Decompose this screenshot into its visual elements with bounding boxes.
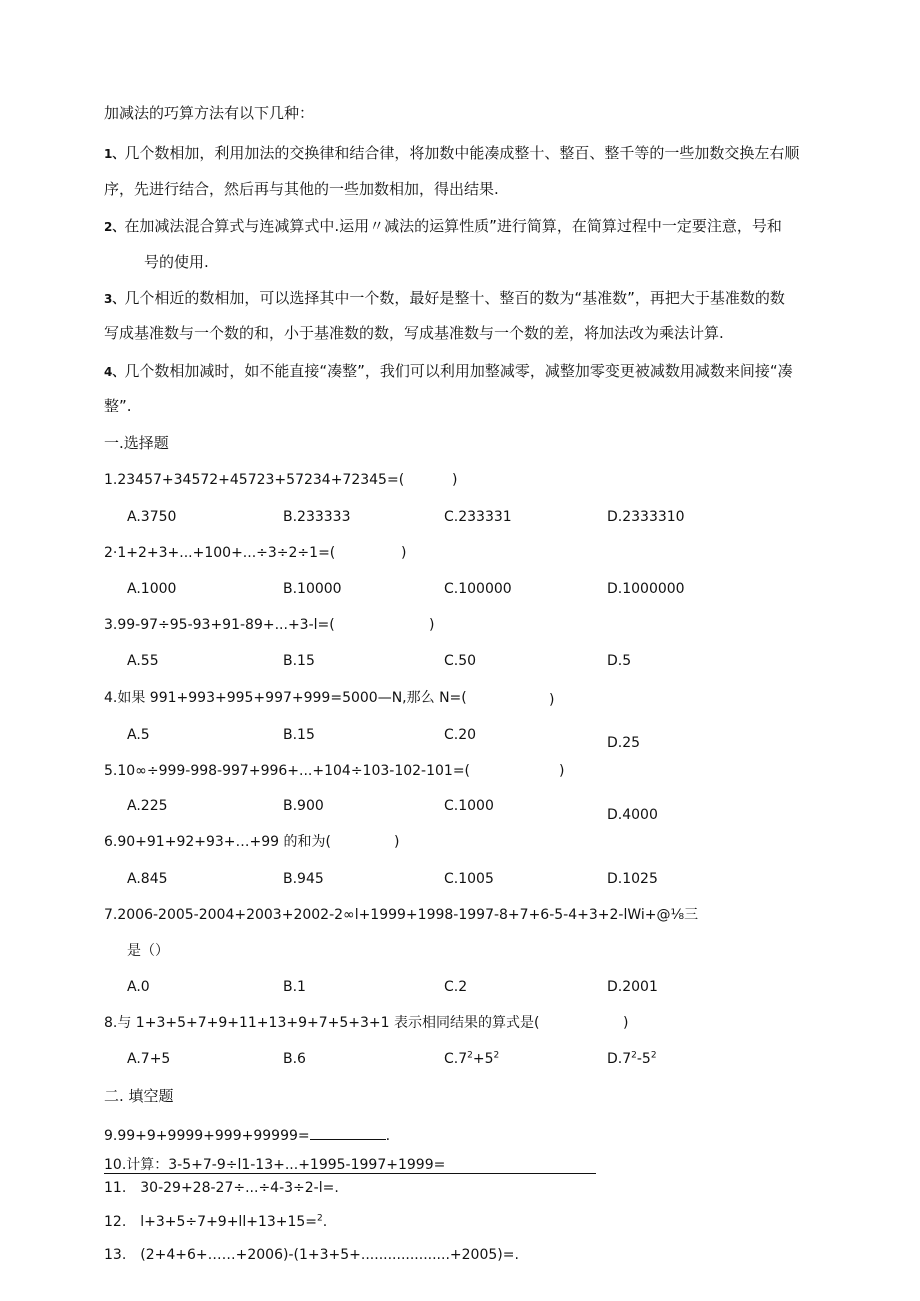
question-8-stem: 8.与 1+3+5+7+9+11+13+9+7+5+3+1 表示相同结果的算式是( <box>104 1015 540 1031</box>
method-4-number: 4、 <box>104 365 125 379</box>
question-6-stem: 6.90+91+92+93+…+99 的和为( <box>104 834 331 850</box>
method-2-line-1 <box>104 216 782 237</box>
fill-9-text: 9.99+9+9999+999+99999= <box>104 1128 310 1144</box>
method-3-number: 3、 <box>104 292 125 306</box>
q6-option-b: B.945 <box>283 871 324 887</box>
section-1-title: 一.选择题 <box>104 434 169 452</box>
question-7-stem: 7.2006-2005-2004+2003+2002-2∞l+1999+1998-1997-8+7+6-5-4+3+2-lWi+@⅛三 <box>104 907 699 923</box>
method-3-line-1 <box>104 288 785 309</box>
method-1-number: 1、 <box>104 147 125 161</box>
q2-option-b: B.10000 <box>283 581 342 597</box>
fill-12-exp: 2 <box>317 1213 323 1224</box>
q5-option-c: C.1000 <box>444 798 494 814</box>
q8-option-c-tail: +5 <box>472 1051 494 1067</box>
q1-option-d: D.2333310 <box>607 509 685 525</box>
method-1-line-1 <box>104 143 799 164</box>
q8-option-c-exp-2: 2 <box>493 1050 500 1061</box>
fill-12-tail: . <box>322 1214 328 1230</box>
fill-9-blank <box>310 1125 386 1140</box>
question-4-close: ) <box>549 692 555 708</box>
fill-11-text: 30-29+28-27÷...÷4-3÷2-l=. <box>140 1180 339 1196</box>
question-3-stem: 3.99-97÷95-93+91-89+...+3-l=( <box>104 617 335 633</box>
q4-option-b: B.15 <box>283 727 315 743</box>
method-2-number: 2、 <box>104 220 125 234</box>
q8-option-d-tail: -5 <box>636 1051 651 1067</box>
q3-option-d: D.5 <box>607 653 632 669</box>
fill-9 <box>104 1125 390 1146</box>
method-1-line-2: 序，先进行结合，然后再与其他的一些加数相加，得出结果. <box>104 180 499 198</box>
method-2-text: 在加减法混合算式与连减算式中.运用〃减法的运算性质”进行简算，在简算过程中一定要注意，号和 <box>124 217 782 235</box>
q2-option-c: C.100000 <box>444 581 512 597</box>
q1-option-c: C.233331 <box>444 509 512 525</box>
q3-option-a: A.55 <box>127 653 159 669</box>
fill-9-tail: . <box>385 1128 391 1144</box>
question-4-stem: 4.如果 991+993+995+997+999=5000—N,那么 N=( <box>104 690 467 706</box>
q8-option-d-base: D.7 <box>607 1051 632 1067</box>
q8-option-a: A.7+5 <box>127 1051 171 1067</box>
q6-option-a: A.845 <box>127 871 168 887</box>
method-3-line-2: 写成基准数与一个数的和，小于基准数的数，写成基准数与一个数的差，将加法改为乘法计算. <box>104 324 724 342</box>
q7-option-b: B.1 <box>283 979 306 995</box>
question-5-close: ) <box>559 763 565 779</box>
question-1-close: ) <box>452 472 458 488</box>
question-5-stem: 5.10∞÷999-998-997+996+...+104÷103-102-101=( <box>104 763 471 779</box>
fill-13-number: 13. <box>104 1247 127 1263</box>
method-3-text: 几个相近的数相加，可以选择其中一个数，最好是整十、整百的数为“基准数”，再把大于基准数的数 <box>124 289 785 307</box>
question-1-stem: 1.23457+34572+45723+57234+72345=( <box>104 472 405 488</box>
q4-option-a: A.5 <box>127 727 150 743</box>
q6-option-c: C.1005 <box>444 871 494 887</box>
q8-option-d <box>607 1049 657 1069</box>
q3-option-b: B.15 <box>283 653 315 669</box>
q8-option-d-exp: 2 <box>631 1050 637 1061</box>
q4-option-d: D.25 <box>607 735 641 751</box>
section-2-title: 二. 填空题 <box>104 1087 174 1105</box>
q7-option-d: D.2001 <box>607 979 658 995</box>
q5-option-d: D.4000 <box>607 807 658 823</box>
intro-heading: 加减法的巧算方法有以下几种： <box>104 104 315 122</box>
question-2-stem: 2·1+2+3+...+100+...÷3÷2÷1=( <box>104 545 336 561</box>
method-2-line-2: 号的使用. <box>144 253 209 271</box>
q8-option-d-exp-2: 2 <box>650 1050 657 1061</box>
method-4-line-2: 整”. <box>104 397 132 415</box>
q8-option-c <box>444 1049 499 1069</box>
fill-11 <box>104 1178 339 1198</box>
q5-option-b: B.900 <box>283 798 324 814</box>
fill-12 <box>104 1212 327 1232</box>
method-4-line-1 <box>104 361 793 382</box>
q2-option-d: D.1000000 <box>607 581 685 597</box>
q8-option-b: B.6 <box>283 1051 306 1067</box>
fill-13-text: (2+4+6+……+2006)-(1+3+5+....................+2005)=. <box>140 1247 519 1263</box>
q8-option-c-base: C.7 <box>444 1051 468 1067</box>
q5-option-a: A.225 <box>127 798 168 814</box>
fill-12-text: l+3+5÷7+9+ll+13+15= <box>140 1214 318 1230</box>
q8-option-c-exp: 2 <box>467 1050 473 1061</box>
q7-option-a: A.0 <box>127 979 150 995</box>
fill-12-number: 12. <box>104 1214 127 1230</box>
method-4-text: 几个数相加减时，如不能直接“凑整”，我们可以利用加整减零，减整加零变更被减数用减数来间接“凑 <box>124 362 793 380</box>
question-2-close: ) <box>401 545 407 561</box>
q3-option-c: C.50 <box>444 653 477 669</box>
fill-11-number: 11. <box>104 1180 127 1196</box>
fill-10: 10.计算：3-5+7-9÷l1-13+...+1995-1997+1999= <box>104 1157 446 1173</box>
fill-13 <box>104 1245 519 1265</box>
q2-option-a: A.1000 <box>127 581 177 597</box>
q4-option-c: C.20 <box>444 727 477 743</box>
question-8-close: ) <box>623 1015 629 1031</box>
question-3-close: ) <box>429 617 435 633</box>
question-7-stem-2: 是（） <box>127 943 169 959</box>
q1-option-a: A.3750 <box>127 509 177 525</box>
q1-option-b: B.233333 <box>283 509 351 525</box>
question-6-close: ) <box>394 834 400 850</box>
method-1-text: 几个数相加，利用加法的交换律和结合律，将加数中能凑成整十、整百、整千等的一些加数交换左右顺 <box>124 144 800 162</box>
fill-10-underline <box>104 1173 596 1174</box>
q7-option-c: C.2 <box>444 979 468 995</box>
q6-option-d: D.1025 <box>607 871 658 887</box>
